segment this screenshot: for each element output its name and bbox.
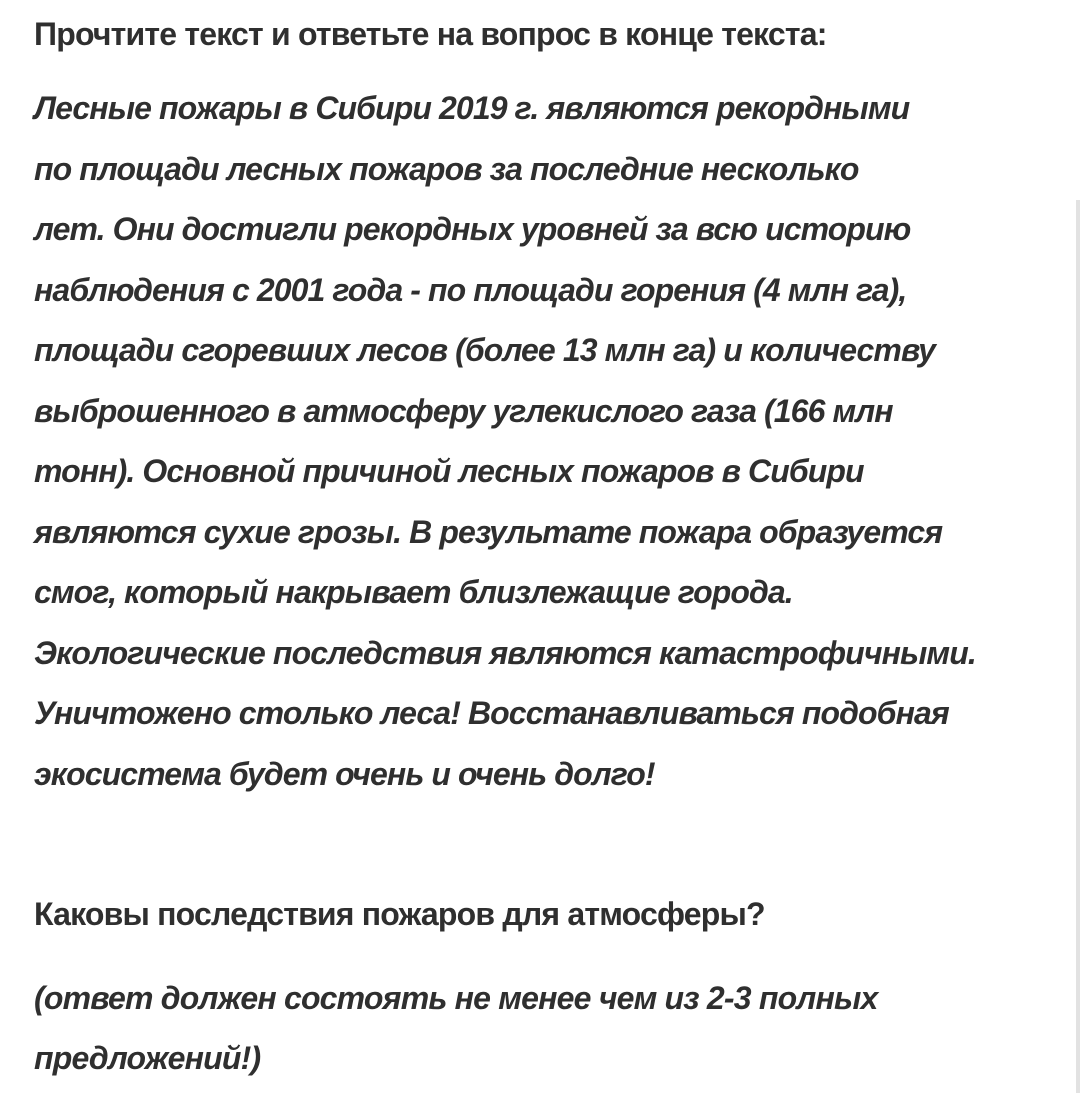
- passage-text: [34, 78, 1054, 804]
- passage-line: лет. Они достигли рекордных уровней за всю историю: [34, 211, 911, 247]
- passage-line: экосистема будет очень и очень долго!: [34, 755, 655, 792]
- page-edge-divider: [1076, 200, 1080, 1093]
- note-line: (ответ должен состоять не менее чем из 2-3 полных: [34, 980, 878, 1016]
- question-text: Каковы последствия пожаров для атмосферы?: [34, 896, 765, 932]
- passage-line: Экологические последствия являются катастрофичными.: [34, 634, 976, 671]
- passage-line: смог, который накрывает близлежащие города.: [34, 574, 793, 610]
- passage-line: Уничтожено столько леса! Восстанавливаться подобная: [34, 695, 949, 731]
- passage-line: Лесные пожары в Сибири 2019 г. являются рекордными: [34, 90, 910, 126]
- passage-line: являются сухие грозы. В результате пожара образуется: [34, 513, 943, 550]
- passage-line: выброшенного в атмосферу углекислого газа (166 млн: [34, 392, 893, 429]
- note-line: предложений!): [34, 1040, 261, 1076]
- instruction-heading: Прочтите текст и ответьте на вопрос в конце текста:: [34, 16, 827, 52]
- answer-requirement-note: [34, 968, 1044, 1088]
- passage-line: наблюдения с 2001 года - по площади горения (4 млн га),: [34, 271, 907, 308]
- passage-line: тонн). Основной причиной лесных пожаров в Сибири: [34, 453, 864, 489]
- passage-line: по площади лесных пожаров за последние несколько: [34, 150, 859, 187]
- passage-line: площади сгоревших лесов (более 13 млн га) и количеству: [34, 332, 936, 368]
